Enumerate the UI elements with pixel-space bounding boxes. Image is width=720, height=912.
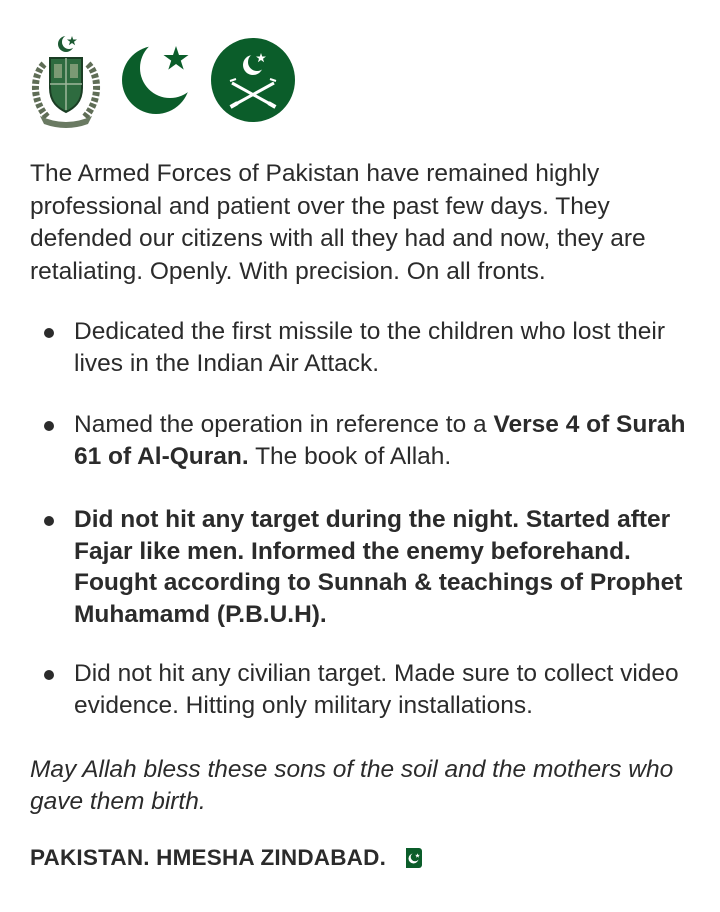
pakistan-flag-icon <box>400 848 422 868</box>
list-item <box>44 658 694 721</box>
bullet-text-pre: Named the operation in reference to a <box>74 411 494 438</box>
crescent-star-icon <box>118 38 202 122</box>
bullet-text: Did not hit any civilian target. Made sure to collect video evidence. Hitting only military installations. <box>74 660 679 719</box>
bullet-text: Dedicated the first missile to the children who lost their lives in the Indian Air Attack. <box>74 318 665 377</box>
army-crest-icon <box>210 37 296 123</box>
closing-prayer: May Allah bless these sons of the soil and the mothers who gave them birth. <box>30 756 674 815</box>
bullet-text <box>74 409 694 472</box>
bullet-dot-icon <box>44 516 54 526</box>
state-emblem-icon <box>26 32 106 128</box>
footer-slogan: PAKISTAN. HMESHA ZINDABAD. <box>30 845 387 870</box>
list-item <box>44 316 694 379</box>
bullet-dot-icon <box>44 421 54 431</box>
bullet-text-post: The book of Allah. <box>248 442 452 470</box>
bullet-text: Did not hit any target during the night. Started after Fajar like men. Informed the enemy beforehand. Fought according to Sunnah & teachings of Prophet Muhamamd (P.B.U.H). <box>74 506 683 628</box>
intro-paragraph: The Armed Forces of Pakistan have remained highly professional and patient over the past few days. They defended our citizens with all they had and now, they are retaliating. Openly. With precision. On all fronts. <box>30 160 646 285</box>
bullet-dot-icon <box>44 670 54 680</box>
bullet-text-bold: Verse 4 of Surah 61 of Al-Quran. <box>74 411 686 470</box>
bullet-dot-icon <box>44 328 54 338</box>
list-item <box>44 504 694 630</box>
logo-row <box>26 30 296 130</box>
list-item <box>44 409 694 472</box>
footer <box>30 845 422 871</box>
